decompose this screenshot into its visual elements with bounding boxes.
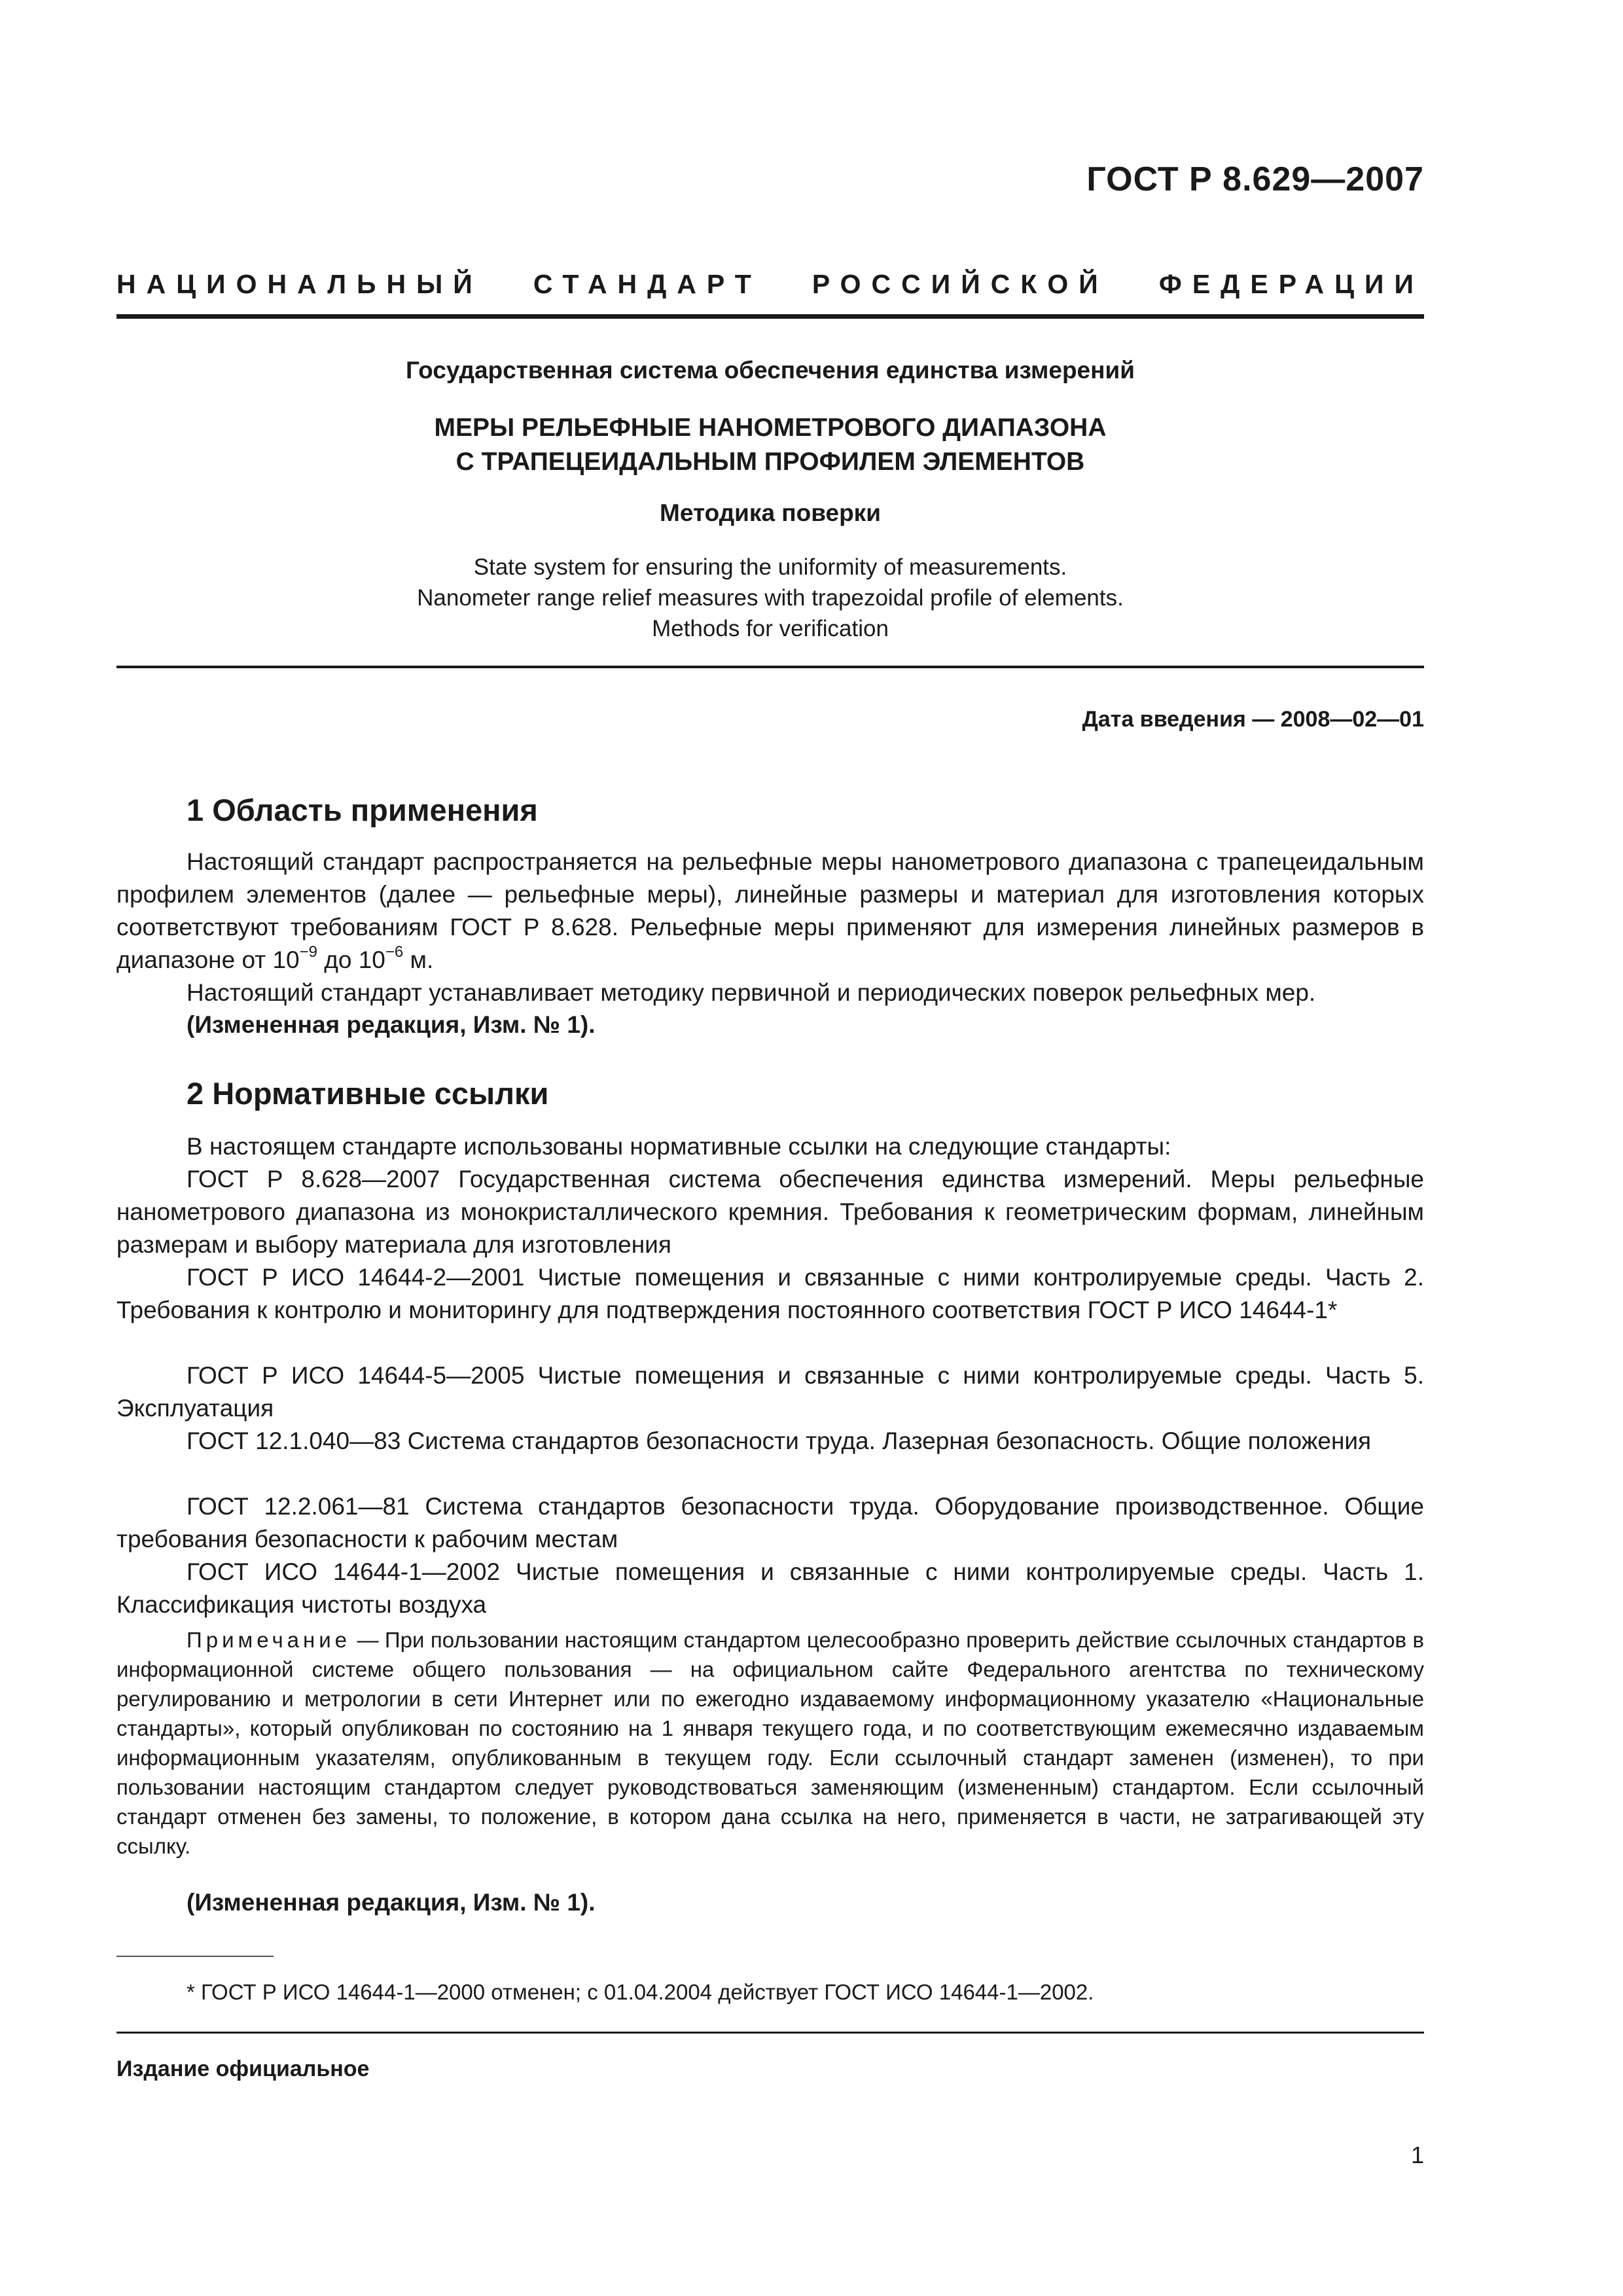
reference-item: ГОСТ Р 8.628—2007 Государственная система обеспечения единства измерений. Меры рельефные нанометрового диапазона из монокристаллического кремния. Требования к геометрическим формам, линейным размерам и выбору материала для изготовления xyxy=(116,1166,1424,1258)
section-heading-scope: 1 Область применения xyxy=(187,793,538,827)
reference-item: ГОСТ ИСО 14644-1—2002 Чистые помещения и связанные с ними контролируемые среды. Часть 1. Классификация чистоты воздуха xyxy=(116,1558,1424,1618)
exponent: −9 xyxy=(299,942,317,961)
national-standard-banner xyxy=(116,269,1424,300)
footer-divider xyxy=(116,2032,1424,2034)
note-text: — При пользовании настоящим стандартом целесообразно проверить действие ссылочных стандартов в информационной системе общего пользования — на официальном сайте Федерального агентства по техническому регулированию и метрологии в сети Интернет или по ежегодно издаваемому информационному указателю «Национальные стандарты», который опубликован по состоянию на 1 января текущего года, и по соответствующим ежемесячно издаваемым информационным указателям, опубликованным в текущем году. Если ссылочный стандарт заменен (изменен), то при пользовании настоящим стандартом следует руководствоваться заменяющим (измененным) стандартом. Если ссылочный стандарт отменен без замены, то положение, в котором дана ссылка на него, применяется в части, не затрагивающей эту ссылку. xyxy=(116,1628,1424,1858)
banner-word: РОССИЙСКОЙ xyxy=(812,269,1109,299)
exponent: −6 xyxy=(385,942,404,961)
document-subtitle: Методика поверки xyxy=(660,499,881,526)
scope-paragraph xyxy=(116,846,1424,977)
edition-label: Издание официальное xyxy=(116,2056,370,2081)
scope-text: до 10 xyxy=(317,946,385,973)
document-title xyxy=(116,411,1424,479)
amendment-note: (Измененная редакция, Изм. № 1). xyxy=(187,1889,596,1916)
reference-item: ГОСТ 12.2.061—81 Система стандартов безопасности труда. Оборудование производственное. Общие требования безопасности к рабочим местам xyxy=(116,1493,1424,1552)
introduction-date: Дата введения — 2008—02—01 xyxy=(1082,707,1424,732)
reference-item: ГОСТ Р ИСО 14644-2—2001 Чистые помещения и связанные с ними контролируемые среды. Часть 2. Требования к контролю и мониторингу для подтверждения постоянного соответствия ГОСТ Р ИСО 14644-1* xyxy=(116,1264,1424,1323)
section-heading-references: 2 Нормативные ссылки xyxy=(187,1076,549,1111)
english-title xyxy=(116,552,1424,644)
reference-item: ГОСТ Р ИСО 14644-5—2005 Чистые помещения и связанные с ними контролируемые среды. Часть 5. Эксплуатация xyxy=(116,1362,1424,1422)
title-line: С ТРАПЕЦЕИДАЛЬНЫМ ПРОФИЛЕМ ЭЛЕМЕНТОВ xyxy=(455,448,1085,476)
scope-paragraph-2: Настоящий стандарт устанавливает методику первичной и периодических поверок рельефных мер. xyxy=(187,979,1316,1006)
references-intro: В настоящем стандарте использованы нормативные ссылки на следующие стандарты: xyxy=(187,1133,1171,1160)
scope-text: м. xyxy=(403,946,434,973)
footnote-divider xyxy=(116,1956,274,1957)
banner-word: НАЦИОНАЛЬНЫЙ xyxy=(116,269,483,299)
amendment-note: (Измененная редакция, Изм. № 1). xyxy=(187,1011,596,1038)
footnote: * ГОСТ Р ИСО 14644-1—2000 отменен; с 01.04.2004 действует ГОСТ ИСО 14644-1—2002. xyxy=(187,1980,1094,2004)
title-divider xyxy=(116,666,1424,668)
banner-word: ФЕДЕРАЦИИ xyxy=(1158,269,1424,299)
scope-text: Настоящий стандарт распространяется на рельефные меры нанометрового диапазона с трапецеидальным профилем элементов (далее — рельефные меры), линейные размеры и материал для изготовления которых соответствуют требованиям ГОСТ Р 8.628. Рельефные меры применяют для измерения линейных размеров в диапазоне от 10 xyxy=(116,848,1424,973)
english-title-line: Nanometer range relief measures with trapezoidal profile of elements. xyxy=(417,585,1124,611)
series-title: Государственная система обеспечения единства измерений xyxy=(406,357,1135,384)
reference-item: ГОСТ 12.1.040—83 Система стандартов безопасности труда. Лазерная безопасность. Общие положения xyxy=(187,1427,1372,1454)
page-number: 1 xyxy=(1410,2142,1424,2168)
banner-word: СТАНДАРТ xyxy=(533,269,762,299)
references-note xyxy=(116,1625,1424,1861)
note-label: Примечание xyxy=(187,1628,351,1652)
english-title-line: State system for ensuring the uniformity of measurements. xyxy=(473,554,1067,580)
english-title-line: Methods for verification xyxy=(652,616,889,641)
standard-number: ГОСТ Р 8.629—2007 xyxy=(1086,160,1424,198)
header-divider xyxy=(116,314,1424,319)
title-line: МЕРЫ РЕЛЬЕФНЫЕ НАНОМЕТРОВОГО ДИАПАЗОНА xyxy=(434,414,1107,442)
